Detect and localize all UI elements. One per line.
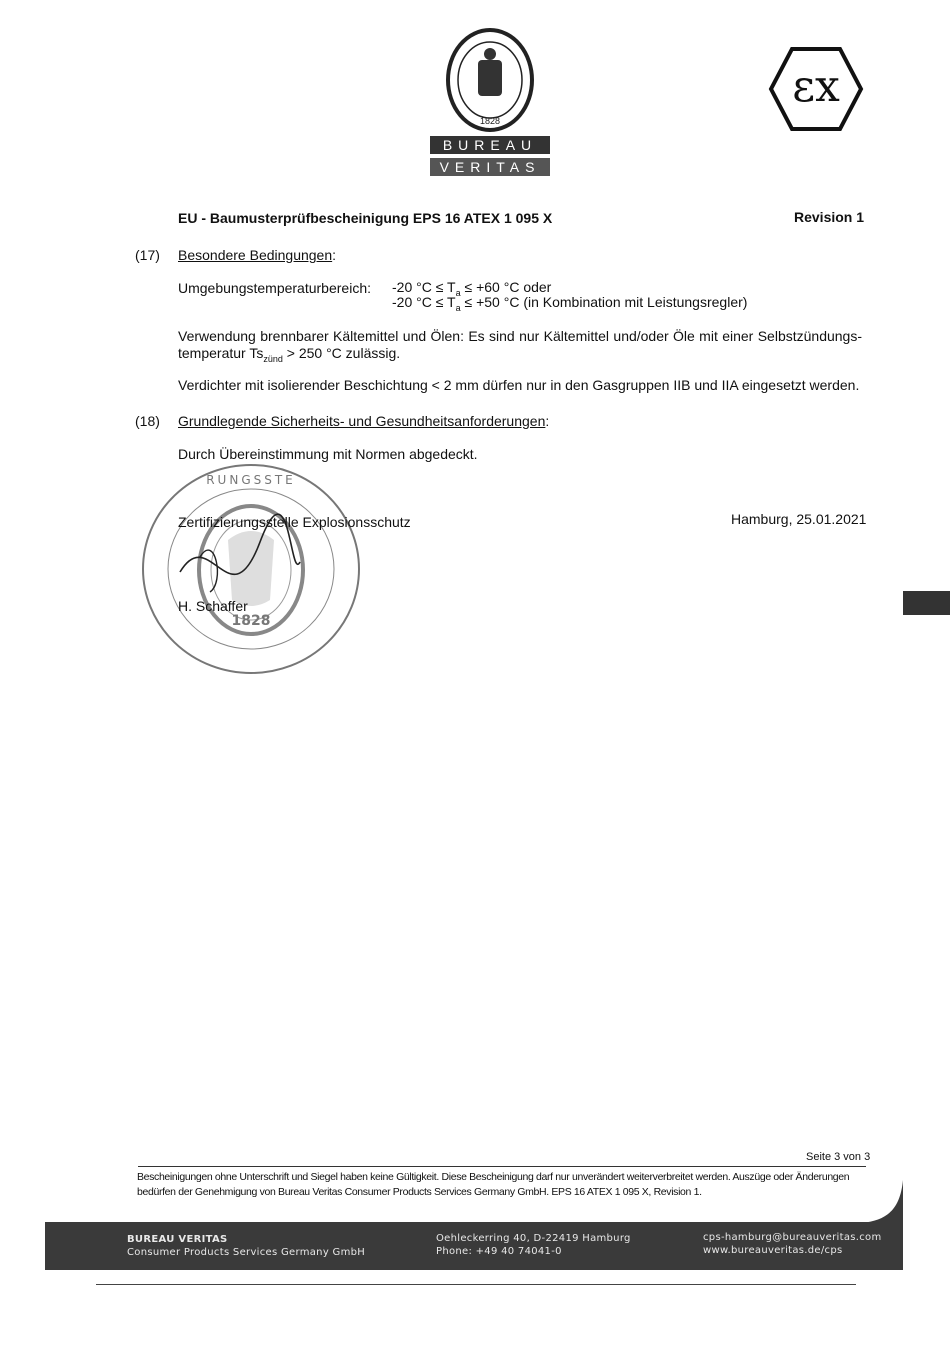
temp1-post: ≤ +60 °C oder <box>460 279 552 295</box>
logo-year: 1828 <box>479 116 501 126</box>
temp2-sub: a <box>455 302 461 313</box>
footer-company-sub: Consumer Products Services Germany GmbH <box>127 1247 366 1258</box>
footer-phone: Phone: +49 40 74041-0 <box>436 1246 562 1257</box>
certificate-title: EU - Baumusterprüfbescheinigung EPS 16 ATEX 1 095 X <box>178 210 553 226</box>
temp1-sub: a <box>455 287 461 298</box>
section-17-heading-wrap: Besondere Bedingungen: <box>178 247 337 263</box>
svg-text:RUNGSSTE: RUNGSSTE <box>206 473 296 487</box>
certification-stamp <box>140 462 362 676</box>
logo-text-bureau: BUREAU <box>442 137 538 153</box>
page-number: Seite 3 von 3 <box>806 1151 871 1163</box>
section-17-heading: Besondere Bedingungen <box>178 247 333 263</box>
ex-logo <box>768 46 864 132</box>
disclaimer-line-1: Bescheinigungen ohne Unterschrift und Siegel haben keine Gültigkeit. Diese Bescheinigung darf nur unverändert weiterverbreitet werden. Auszüge oder Änderungen <box>137 1171 850 1183</box>
section-18-text: Durch Übereinstimmung mit Normen abgedeckt. <box>178 446 478 462</box>
coating-paragraph: Verdichter mit isolierender Beschichtung < 2 mm dürfen nur in den Gasgruppen IIB und IIA eingesetzt werden. <box>178 377 860 393</box>
page-tab-marker <box>903 591 950 615</box>
footer-company: BUREAU VERITAS <box>127 1234 228 1245</box>
signature-org: Zertifizierungsstelle Explosionsschutz <box>178 514 411 530</box>
ambient-temp-line-2 <box>392 294 747 316</box>
footer-email[interactable]: cps-hamburg@bureauveritas.com <box>703 1232 882 1243</box>
section-18-heading: Grundlegende Sicherheits- und Gesundheitsanforderungen <box>178 413 546 429</box>
footer-curve-icon <box>862 1180 903 1223</box>
autoignition-pre: temperatur Ts <box>178 345 264 361</box>
footer-curve <box>862 1180 903 1223</box>
section-18-heading-wrap: Grundlegende Sicherheits- und Gesundheitsanforderungen: <box>178 413 550 429</box>
signatory-name: H. Schaffer <box>178 598 248 614</box>
logo-text-veritas: VERITAS <box>439 159 541 175</box>
refrigerant-paragraph-line-1: Verwendung brennbarer Kältemittel und Ölen: Es sind nur Kältemittel und/oder Öle mit einer Selbstzündungs- <box>178 328 862 344</box>
ex-logo-text: εx <box>792 61 840 112</box>
refrigerant-paragraph-line-2 <box>178 345 400 367</box>
disclaimer-line-2: bedürfen der Genehmigung von Bureau Veritas Consumer Products Services Germany GmbH. EPS 16 ATEX 1 095 X, Revision 1. <box>137 1186 702 1198</box>
ambient-temp-label: Umgebungstemperaturbereich: <box>178 280 371 296</box>
place-date: Hamburg, 25.01.2021 <box>731 511 867 527</box>
bottom-rule <box>96 1284 856 1285</box>
autoignition-post: > 250 °C zulässig. <box>282 345 401 361</box>
temp2-pre: -20 °C ≤ T <box>392 294 456 310</box>
revision-label: Revision 1 <box>794 209 865 225</box>
temp2-post: ≤ +50 °C (in Kombination mit Leistungsregler) <box>460 294 748 310</box>
section-17-number: (17) <box>135 247 160 263</box>
autoignition-sub: zünd <box>263 353 283 364</box>
svg-text:1828: 1828 <box>231 613 271 629</box>
disclaimer-divider <box>138 1166 866 1167</box>
footer-web[interactable]: www.bureauveritas.de/cps <box>703 1245 843 1256</box>
section-18-number: (18) <box>135 413 160 429</box>
footer-address: Oehleckerring 40, D-22419 Hamburg <box>436 1233 631 1244</box>
stamp-seal-icon <box>140 462 362 676</box>
bureau-veritas-logo <box>430 28 550 180</box>
temp1-pre: -20 °C ≤ T <box>392 279 456 295</box>
